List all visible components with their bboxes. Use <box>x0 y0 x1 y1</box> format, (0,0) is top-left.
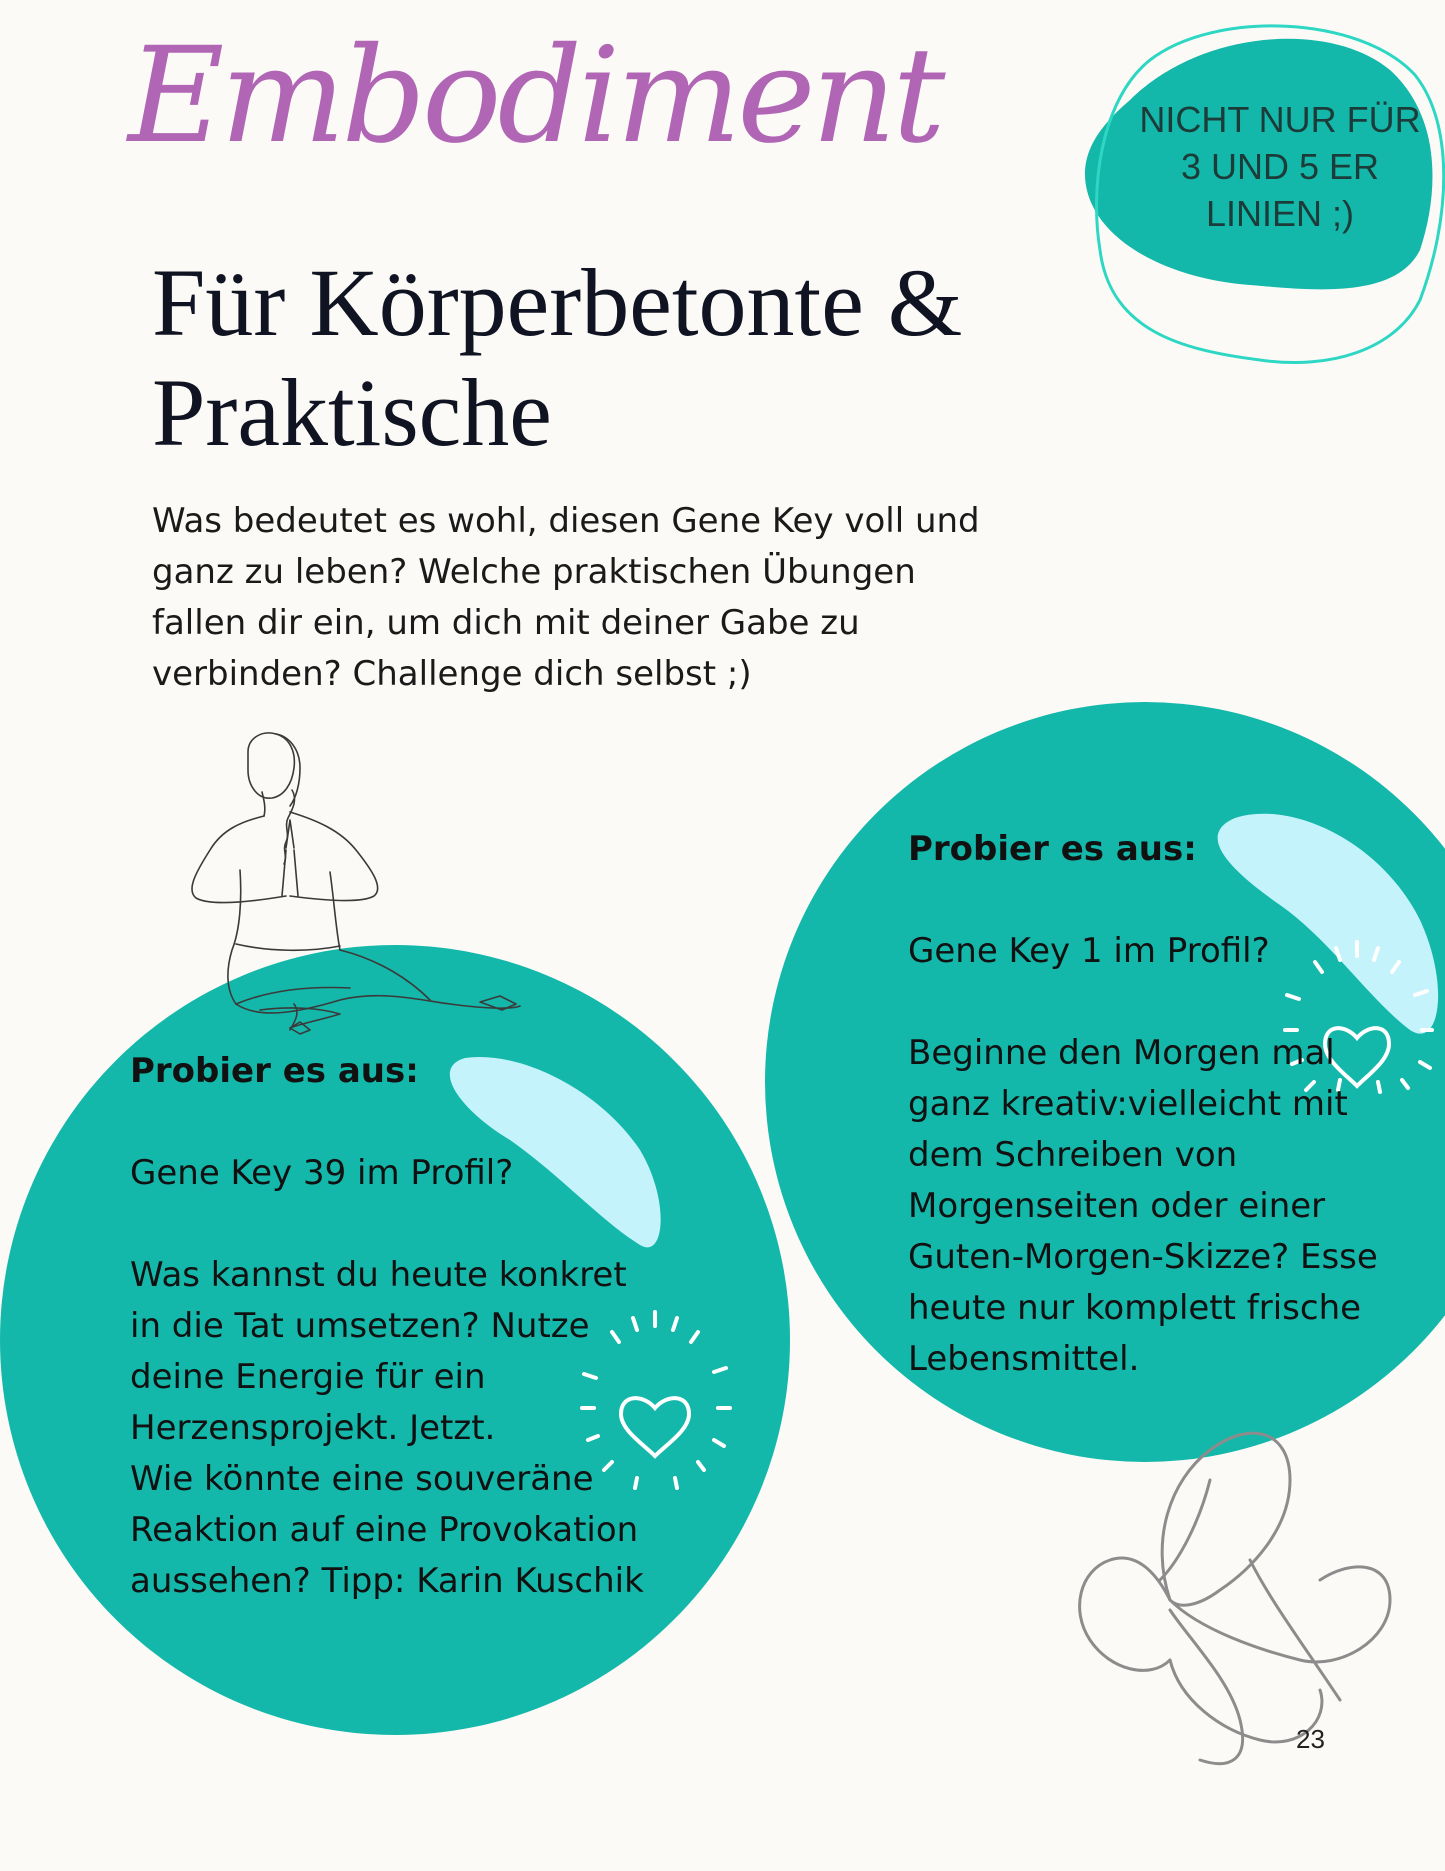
page-title-line-1: Für Körperbetonte & <box>152 249 963 356</box>
card-right-profile: Gene Key 1 im Profil? <box>908 931 1270 971</box>
page-title <box>152 248 1152 468</box>
card-left-profile: Gene Key 39 im Profil? <box>130 1153 514 1193</box>
note-line: NICHT NUR FÜR <box>1139 99 1421 140</box>
note-line: 3 UND 5 ER <box>1180 146 1380 187</box>
intro-line: Was bedeutet es wohl, diesen Gene Key voll und <box>152 501 980 541</box>
card-left-line: in die Tat umsetzen? Nutze <box>130 1306 590 1346</box>
card-left-line: Herzensprojekt. Jetzt. <box>130 1408 496 1448</box>
intro-line: fallen dir ein, um dich mit deiner Gabe zu <box>152 603 860 643</box>
card-right-line: Beginne den Morgen mal <box>908 1033 1335 1073</box>
card-left-title: Probier es aus: <box>130 1051 419 1091</box>
card-right-line: dem Schreiben von <box>908 1135 1238 1175</box>
card-left-line: deine Energie für ein <box>130 1357 486 1397</box>
card-left-line: aussehen? Tipp: Karin Kuschik <box>130 1561 644 1601</box>
card-right-line: Morgenseiten oder einer <box>908 1186 1326 1226</box>
note-text <box>1120 96 1440 237</box>
card-left-text <box>130 1046 644 1607</box>
butterfly-line-icon <box>1080 1433 1390 1763</box>
card-right-line: heute nur komplett frische <box>908 1288 1362 1328</box>
card-right-line: ganz kreativ:vielleicht mit <box>908 1084 1348 1124</box>
intro-paragraph <box>152 496 1052 700</box>
note-line: LINIEN ;) <box>1205 193 1355 234</box>
intro-line: verbinden? Challenge dich selbst ;) <box>152 654 752 694</box>
card-right-text <box>908 824 1378 1385</box>
page-number: 23 <box>1296 1724 1325 1754</box>
intro-line: ganz zu leben? Welche praktischen Übungen <box>152 552 916 592</box>
page-title-line-2: Praktische <box>152 359 552 466</box>
card-right-title: Probier es aus: <box>908 829 1197 869</box>
script-title: Embodiment <box>128 19 942 173</box>
card-right-line: Lebensmittel. <box>908 1339 1140 1379</box>
card-left-line: Wie könnte eine souveräne <box>130 1459 594 1499</box>
card-left-line: Reaktion auf eine Provokation <box>130 1510 639 1550</box>
card-right-line: Guten-Morgen-Skizze? Esse <box>908 1237 1378 1277</box>
card-left-line: Was kannst du heute konkret <box>130 1255 627 1295</box>
